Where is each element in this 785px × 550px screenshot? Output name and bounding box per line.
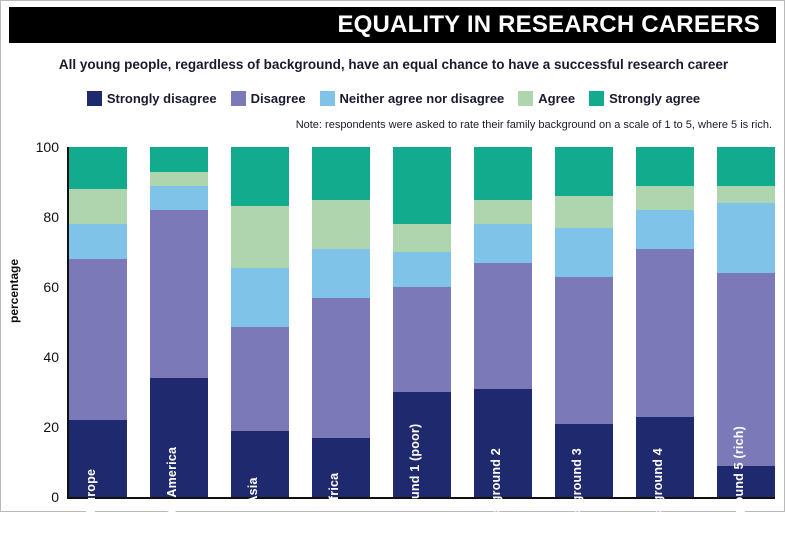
bar-segment[interactable] bbox=[393, 147, 451, 224]
bar-segment[interactable] bbox=[636, 147, 694, 186]
bar-segment[interactable] bbox=[636, 186, 694, 211]
stacked-bars bbox=[69, 147, 775, 550]
bar-category-label: Background 1 (poor) bbox=[408, 423, 422, 550]
bar-segment[interactable] bbox=[393, 392, 451, 497]
legend-item[interactable] bbox=[518, 91, 575, 106]
bar-column[interactable] bbox=[150, 147, 208, 536]
bar-segment[interactable] bbox=[717, 147, 775, 186]
bar-segment[interactable] bbox=[231, 268, 289, 327]
bar-segment[interactable] bbox=[231, 206, 289, 268]
chart-legend bbox=[1, 91, 785, 106]
bar-segment[interactable] bbox=[231, 147, 289, 206]
y-axis-tick-label: 100 bbox=[35, 139, 59, 155]
bar-column[interactable] bbox=[393, 147, 451, 550]
bar-segment[interactable] bbox=[312, 298, 370, 438]
bar-segment[interactable] bbox=[393, 252, 451, 287]
chart-subtitle: All young people, regardless of background, have an equal chance to have a successful research career bbox=[58, 57, 729, 72]
y-axis-title: percentage bbox=[7, 258, 21, 323]
bar-segment[interactable] bbox=[555, 196, 613, 228]
bar-segment[interactable] bbox=[555, 424, 613, 498]
legend-label: Strongly agree bbox=[609, 91, 701, 106]
bar-column[interactable] bbox=[231, 147, 289, 505]
bar-segment[interactable] bbox=[312, 147, 370, 200]
bar-segment[interactable] bbox=[393, 224, 451, 252]
bar-segment[interactable] bbox=[150, 186, 208, 211]
bar-column[interactable] bbox=[636, 147, 694, 534]
bar-column[interactable] bbox=[474, 147, 532, 534]
bar-segment[interactable] bbox=[636, 417, 694, 498]
bar-category-label: Background 4 bbox=[651, 448, 665, 534]
header-bar bbox=[9, 7, 776, 43]
legend-label: Neither agree nor disagree bbox=[339, 91, 505, 106]
bar-segment[interactable] bbox=[69, 147, 127, 189]
legend-item[interactable] bbox=[231, 91, 306, 106]
y-axis-tick-label: 40 bbox=[43, 349, 59, 365]
bar-category-label: Background 5 (rich) bbox=[732, 426, 746, 548]
plot-area bbox=[1, 139, 785, 550]
bar-segment[interactable] bbox=[69, 420, 127, 497]
legend-label: Agree bbox=[538, 91, 576, 106]
bar-segment[interactable] bbox=[150, 378, 208, 497]
bar-segment[interactable] bbox=[474, 389, 532, 498]
bar-segment[interactable] bbox=[474, 147, 532, 200]
bar-segment[interactable] bbox=[717, 186, 775, 204]
bar-segment[interactable] bbox=[69, 259, 127, 420]
bar-column[interactable] bbox=[312, 147, 370, 510]
legend-label: Strongly disagree bbox=[106, 91, 217, 106]
x-axis-line bbox=[67, 497, 775, 499]
legend-swatch-icon bbox=[231, 91, 246, 106]
bar-column[interactable] bbox=[555, 147, 613, 534]
bar-column[interactable] bbox=[69, 147, 127, 514]
y-axis-tick-label: 20 bbox=[43, 419, 59, 435]
bar-segment[interactable] bbox=[555, 147, 613, 196]
legend-swatch-icon bbox=[589, 91, 604, 106]
bar-segment[interactable] bbox=[231, 327, 289, 431]
bar-segment[interactable] bbox=[312, 200, 370, 249]
bar-category-label: North America bbox=[165, 446, 179, 536]
y-axis-tick-label: 80 bbox=[43, 209, 59, 225]
bar-segment[interactable] bbox=[312, 249, 370, 298]
bar-segment[interactable] bbox=[69, 189, 127, 224]
bar-segment[interactable] bbox=[474, 263, 532, 389]
bar-segment[interactable] bbox=[555, 228, 613, 277]
bar-segment[interactable] bbox=[717, 273, 775, 466]
y-axis-tick-label: 0 bbox=[51, 489, 59, 505]
bar-segment[interactable] bbox=[393, 287, 451, 392]
legend-swatch-icon bbox=[87, 91, 102, 106]
bar-segment[interactable] bbox=[636, 210, 694, 249]
legend-item[interactable] bbox=[87, 91, 217, 106]
bar-segment[interactable] bbox=[717, 203, 775, 273]
y-axis-tick-labels bbox=[27, 139, 63, 505]
legend-item[interactable] bbox=[320, 91, 505, 106]
bar-category-label: Asia bbox=[246, 477, 260, 505]
bar-category-label: Africa bbox=[327, 472, 341, 510]
bar-category-label: Europe bbox=[84, 468, 98, 514]
bar-segment[interactable] bbox=[717, 466, 775, 498]
bar-segment[interactable] bbox=[150, 210, 208, 378]
bar-category-label: Background 3 bbox=[570, 448, 584, 534]
bar-segment[interactable] bbox=[150, 172, 208, 186]
legend-swatch-icon bbox=[320, 91, 335, 106]
bar-segment[interactable] bbox=[312, 438, 370, 498]
page-title: EQUALITY IN RESEARCH CAREERS bbox=[337, 11, 760, 38]
bar-segment[interactable] bbox=[636, 249, 694, 417]
y-axis-tick-label: 60 bbox=[43, 279, 59, 295]
legend-swatch-icon bbox=[518, 91, 533, 106]
bar-segment[interactable] bbox=[474, 200, 532, 225]
legend-item[interactable] bbox=[589, 91, 700, 106]
bar-segment[interactable] bbox=[69, 224, 127, 259]
bar-segment[interactable] bbox=[150, 147, 208, 172]
bar-segment[interactable] bbox=[555, 277, 613, 424]
bar-segment[interactable] bbox=[231, 431, 289, 497]
legend-label: Disagree bbox=[250, 91, 306, 106]
bar-category-label: Background 2 bbox=[489, 448, 503, 534]
chart-note: Note: respondents were asked to rate their family background on a scale of 1 to 5, where 5 is rich. bbox=[295, 119, 772, 131]
bar-column[interactable] bbox=[717, 147, 775, 548]
bar-segment[interactable] bbox=[474, 224, 532, 263]
